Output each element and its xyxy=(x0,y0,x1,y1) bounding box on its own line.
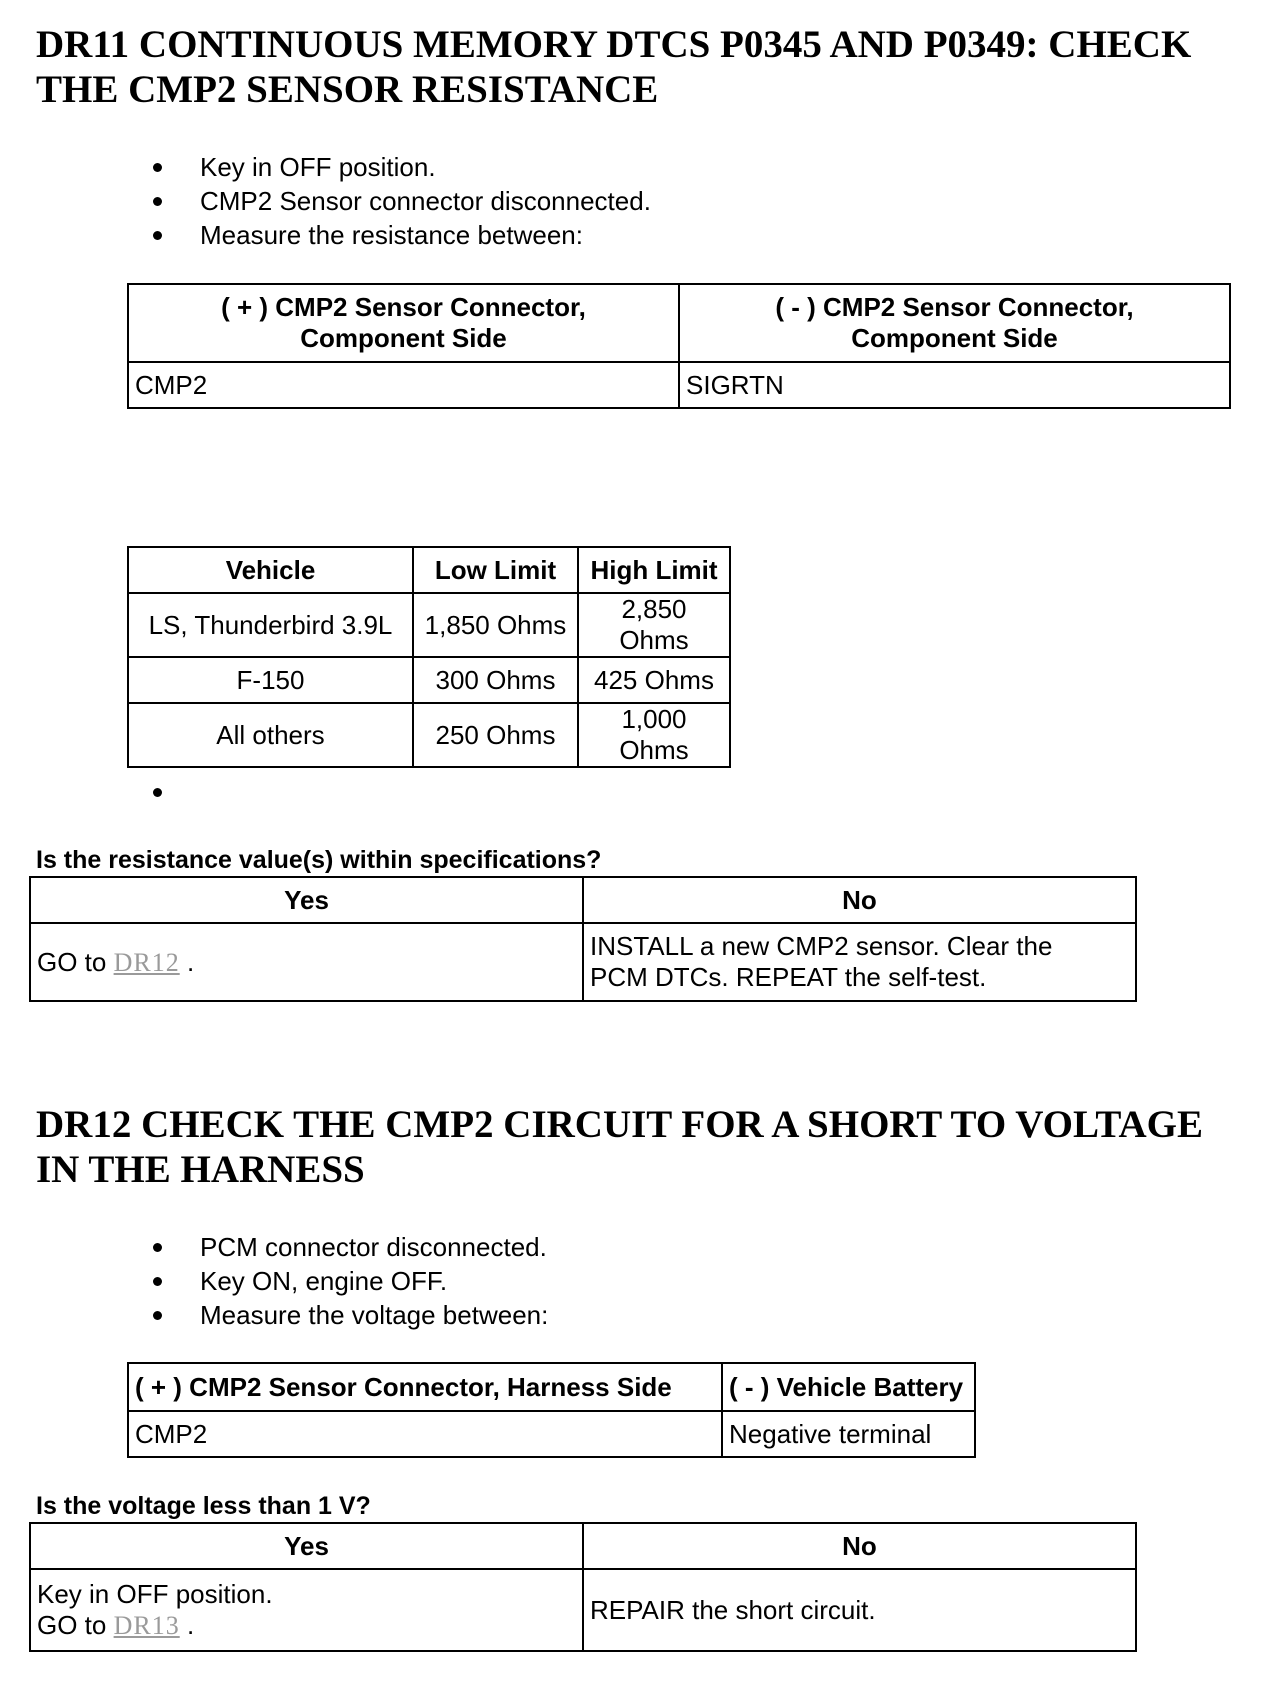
dr11-heading-line2: THE CMP2 SENSOR RESISTANCE xyxy=(36,68,659,111)
table-cell: CMP2 xyxy=(128,1411,722,1457)
list-item: Key in OFF position. xyxy=(150,150,651,184)
dr12-bullet-list xyxy=(150,1230,548,1332)
dr11-measurement-table xyxy=(127,283,1231,409)
table-header: Low Limit xyxy=(413,547,578,593)
table-row xyxy=(128,1363,975,1411)
table-row xyxy=(128,703,730,767)
table-cell: Negative terminal xyxy=(722,1411,975,1457)
table-cell: CMP2 xyxy=(128,362,679,408)
table-row xyxy=(128,1411,975,1457)
yes-header: Yes xyxy=(30,1523,583,1569)
dr12-question: Is the voltage less than 1 V? xyxy=(36,1492,371,1520)
table-row xyxy=(128,362,1230,408)
dr12-heading-line1: DR12 CHECK THE CMP2 CIRCUIT FOR A SHORT TO VOLTAGE xyxy=(36,1103,1204,1146)
table-header: High Limit xyxy=(578,547,730,593)
list-item: PCM connector disconnected. xyxy=(150,1230,548,1264)
table-cell: 425 Ohms xyxy=(578,657,730,703)
yes-header: Yes xyxy=(30,877,583,923)
dr12-heading xyxy=(36,1102,1256,1192)
dr11-heading xyxy=(36,22,1256,112)
table-row xyxy=(30,1523,1136,1569)
yes-cell: GO to DR12 . xyxy=(30,923,583,1001)
list-item: CMP2 Sensor connector disconnected. xyxy=(150,184,651,218)
table-row xyxy=(128,284,1230,362)
no-header: No xyxy=(583,877,1136,923)
dr11-heading-line1: DR11 CONTINUOUS MEMORY DTCS P0345 AND P0349: CHECK xyxy=(36,23,1192,66)
table-cell: 300 Ohms xyxy=(413,657,578,703)
bullet-icon xyxy=(153,197,162,206)
list-item: Key ON, engine OFF. xyxy=(150,1264,548,1298)
table-cell: 250 Ohms xyxy=(413,703,578,767)
table-row xyxy=(30,877,1136,923)
table-header: ( - ) CMP2 Sensor Connector, Component Side xyxy=(679,284,1230,362)
empty-bullet-icon xyxy=(153,788,162,797)
no-cell: REPAIR the short circuit. xyxy=(583,1569,1136,1651)
table-cell: All others xyxy=(128,703,413,767)
bullet-icon xyxy=(153,1243,162,1252)
dr11-question: Is the resistance value(s) within specifications? xyxy=(36,846,602,874)
table-row xyxy=(30,923,1136,1001)
yes-cell: Key in OFF position. GO to DR13 . xyxy=(30,1569,583,1651)
dr11-answer-table xyxy=(29,876,1137,1002)
table-cell: 1,850 Ohms xyxy=(413,593,578,657)
table-header: ( + ) CMP2 Sensor Connector, Harness Side xyxy=(128,1363,722,1411)
table-header: ( - ) Vehicle Battery xyxy=(722,1363,975,1411)
dr11-spec-table xyxy=(127,546,731,768)
bullet-icon xyxy=(153,1277,162,1286)
table-cell: LS, Thunderbird 3.9L xyxy=(128,593,413,657)
table-header: Vehicle xyxy=(128,547,413,593)
table-cell: SIGRTN xyxy=(679,362,1230,408)
bullet-icon xyxy=(153,1311,162,1320)
table-row xyxy=(128,547,730,593)
dr13-link[interactable]: DR13 xyxy=(113,1611,180,1640)
table-cell: F-150 xyxy=(128,657,413,703)
table-row xyxy=(128,593,730,657)
no-header: No xyxy=(583,1523,1136,1569)
table-cell: 1,000 Ohms xyxy=(578,703,730,767)
list-item: Measure the resistance between: xyxy=(150,218,651,252)
table-row xyxy=(128,657,730,703)
bullet-icon xyxy=(153,163,162,172)
table-header: ( + ) CMP2 Sensor Connector, Component Side xyxy=(128,284,679,362)
no-cell: INSTALL a new CMP2 sensor. Clear the PCM DTCs. REPEAT the self-test. xyxy=(583,923,1136,1001)
dr11-bullet-list xyxy=(150,150,651,252)
dr12-measurement-table xyxy=(127,1362,976,1458)
dr12-heading-line2: IN THE HARNESS xyxy=(36,1148,365,1191)
bullet-icon xyxy=(153,231,162,240)
dr12-answer-table xyxy=(29,1522,1137,1652)
dr12-link[interactable]: DR12 xyxy=(113,947,180,977)
table-cell: 2,850 Ohms xyxy=(578,593,730,657)
table-row xyxy=(30,1569,1136,1651)
list-item: Measure the voltage between: xyxy=(150,1298,548,1332)
